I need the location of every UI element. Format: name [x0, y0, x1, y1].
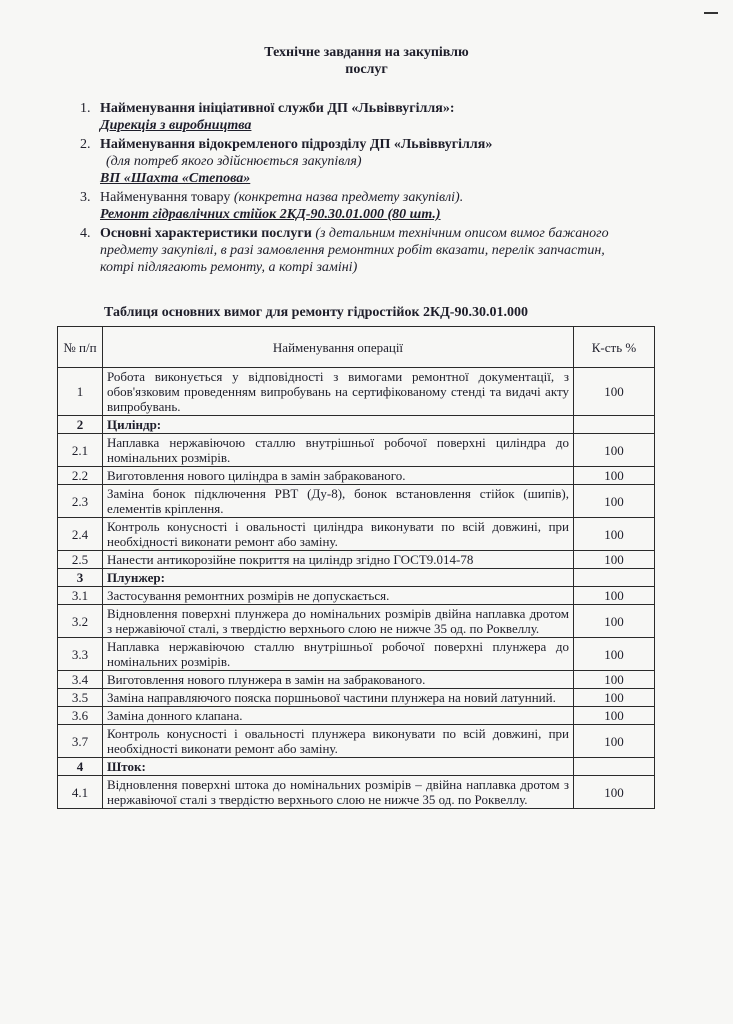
row-number: 2 — [58, 416, 103, 434]
row-operation: Заміна бонок підключення РВТ (Ду-8), бонок встановлення стійок (шипів), елементів кріплення. — [103, 485, 574, 518]
row-quantity — [574, 758, 655, 776]
header-num: № п/п — [58, 327, 103, 368]
section-number: 3. — [80, 190, 91, 205]
table-row — [58, 638, 655, 671]
row-operation: Нанести антикорозійне покриття на циліндр згідно ГОСТ9.014-78 — [103, 551, 574, 569]
row-operation: Шток: — [103, 758, 574, 776]
row-number: 3 — [58, 569, 103, 587]
row-number: 4 — [58, 758, 103, 776]
section-heading: Найменування відокремленого підрозділу ДП «Львіввугілля» — [100, 137, 493, 152]
row-quantity: 100 — [574, 368, 655, 416]
row-operation: Виготовлення нового циліндра в замін забракованого. — [103, 467, 574, 485]
section-3 — [80, 189, 640, 223]
section-answer: Ремонт гідравлічних стійок 2КД-90.30.01.000 (80 шт.) — [100, 207, 441, 222]
table-row — [58, 434, 655, 467]
section-heading-note: (конкретна назва предмету закупівлі). — [233, 190, 464, 205]
section-heading: Найменування ініціативної служби ДП «Львіввугілля»: — [100, 101, 455, 116]
row-operation: Контроль конусності і овальності плунжера виконувати по всій довжині, при необхідності виконати ремонт або заміну. — [103, 725, 574, 758]
row-operation: Наплавка нержавіючою сталлю внутрішньої робочої поверхні циліндра до номінальних розмірів. — [103, 434, 574, 467]
row-quantity: 100 — [574, 671, 655, 689]
row-operation: Відновлення поверхні штока до номінальних розмірів – двійна наплавка дротом з нержавіючої сталі з твердістю верхнього слою не нижче 35 од. по Роквеллу. — [103, 776, 574, 809]
row-number: 3.6 — [58, 707, 103, 725]
row-number: 3.1 — [58, 587, 103, 605]
table-row — [58, 518, 655, 551]
row-number: 3.5 — [58, 689, 103, 707]
table-section-row — [58, 416, 655, 434]
row-quantity: 100 — [574, 707, 655, 725]
table-row — [58, 725, 655, 758]
table-section-row — [58, 758, 655, 776]
row-quantity: 100 — [574, 518, 655, 551]
table-row — [58, 368, 655, 416]
row-number: 3.4 — [58, 671, 103, 689]
row-number: 2.1 — [58, 434, 103, 467]
row-number: 2.4 — [58, 518, 103, 551]
row-quantity: 100 — [574, 638, 655, 671]
row-quantity: 100 — [574, 776, 655, 809]
row-quantity: 100 — [574, 551, 655, 569]
row-operation: Плунжер: — [103, 569, 574, 587]
section-answer: ВП «Шахта «Степова» — [100, 171, 251, 186]
section-4 — [80, 225, 640, 276]
header-qty: К-сть % — [574, 327, 655, 368]
row-operation: Застосування ремонтних розмірів не допускається. — [103, 587, 574, 605]
title-line-1: Технічне завдання на закупівлю — [264, 45, 469, 60]
requirements-table — [57, 326, 655, 809]
table-title: Таблиця основних вимог для ремонту гідростійок 2КД-90.30.01.000 — [104, 305, 528, 320]
section-number: 1. — [80, 101, 91, 116]
row-operation: Заміна направляючого пояска поршньової частини плунжера на новий латунний. — [103, 689, 574, 707]
section-answer: Дирекція з виробництва — [100, 118, 252, 133]
row-operation: Заміна донного клапана. — [103, 707, 574, 725]
scan-mark — [704, 12, 718, 14]
table-row — [58, 587, 655, 605]
row-number: 4.1 — [58, 776, 103, 809]
row-number: 3.7 — [58, 725, 103, 758]
row-operation: Виготовлення нового плунжера в замін на забракованого. — [103, 671, 574, 689]
row-number: 2.5 — [58, 551, 103, 569]
row-operation: Циліндр: — [103, 416, 574, 434]
row-operation: Відновлення поверхні плунжера до номінальних розмірів двійна наплавка дротом з нержавіючої сталі, з твердістю верхнього слою не нижче 35 од. по Роквеллу. — [103, 605, 574, 638]
row-number: 1 — [58, 368, 103, 416]
section-heading: Найменування товару — [100, 190, 231, 205]
row-number: 3.2 — [58, 605, 103, 638]
row-operation: Контроль конусності і овальності циліндра виконувати по всій довжині, при необхідності виконати ремонт або заміну. — [103, 518, 574, 551]
row-quantity: 100 — [574, 587, 655, 605]
section-note: (для потреб якого здійснюється закупівля) — [106, 154, 362, 169]
table-row — [58, 551, 655, 569]
row-number: 2.3 — [58, 485, 103, 518]
row-quantity — [574, 569, 655, 587]
section-number: 4. — [80, 226, 91, 241]
document-title — [0, 44, 733, 78]
table-header-row — [58, 327, 655, 368]
header-name: Найменування операції — [103, 327, 574, 368]
row-quantity: 100 — [574, 434, 655, 467]
table-row — [58, 605, 655, 638]
row-number: 3.3 — [58, 638, 103, 671]
section-2 — [80, 136, 640, 187]
row-quantity: 100 — [574, 605, 655, 638]
table-section-row — [58, 569, 655, 587]
row-number: 2.2 — [58, 467, 103, 485]
table-body — [58, 368, 655, 809]
row-quantity: 100 — [574, 725, 655, 758]
table-row — [58, 707, 655, 725]
row-quantity — [574, 416, 655, 434]
section-heading-note: (з детальним технічним описом вимог бажаного предмету закупівлі, в разі замовлення ремонтних робіт вказати, перелік запчастин, котрі підлягають ремонту, а котрі заміні) — [100, 226, 609, 275]
row-quantity: 100 — [574, 485, 655, 518]
sections-list — [80, 100, 640, 276]
section-1 — [80, 100, 640, 134]
table-row — [58, 776, 655, 809]
section-heading: Основні характеристики послуги — [100, 226, 312, 241]
row-operation: Наплавка нержавіючою сталлю внутрішньої робочої поверхні плунжера до номінальних розмірів. — [103, 638, 574, 671]
table-row — [58, 689, 655, 707]
table-row — [58, 467, 655, 485]
row-quantity: 100 — [574, 467, 655, 485]
table-row — [58, 671, 655, 689]
table-row — [58, 485, 655, 518]
section-number: 2. — [80, 137, 91, 152]
row-operation: Робота виконується у відповідності з вимогами ремонтної документації, з обов'язковим проведенням випробувань на сертифікованому стенді та видачі акту випробувань. — [103, 368, 574, 416]
row-quantity: 100 — [574, 689, 655, 707]
title-line-2: послуг — [345, 62, 388, 77]
